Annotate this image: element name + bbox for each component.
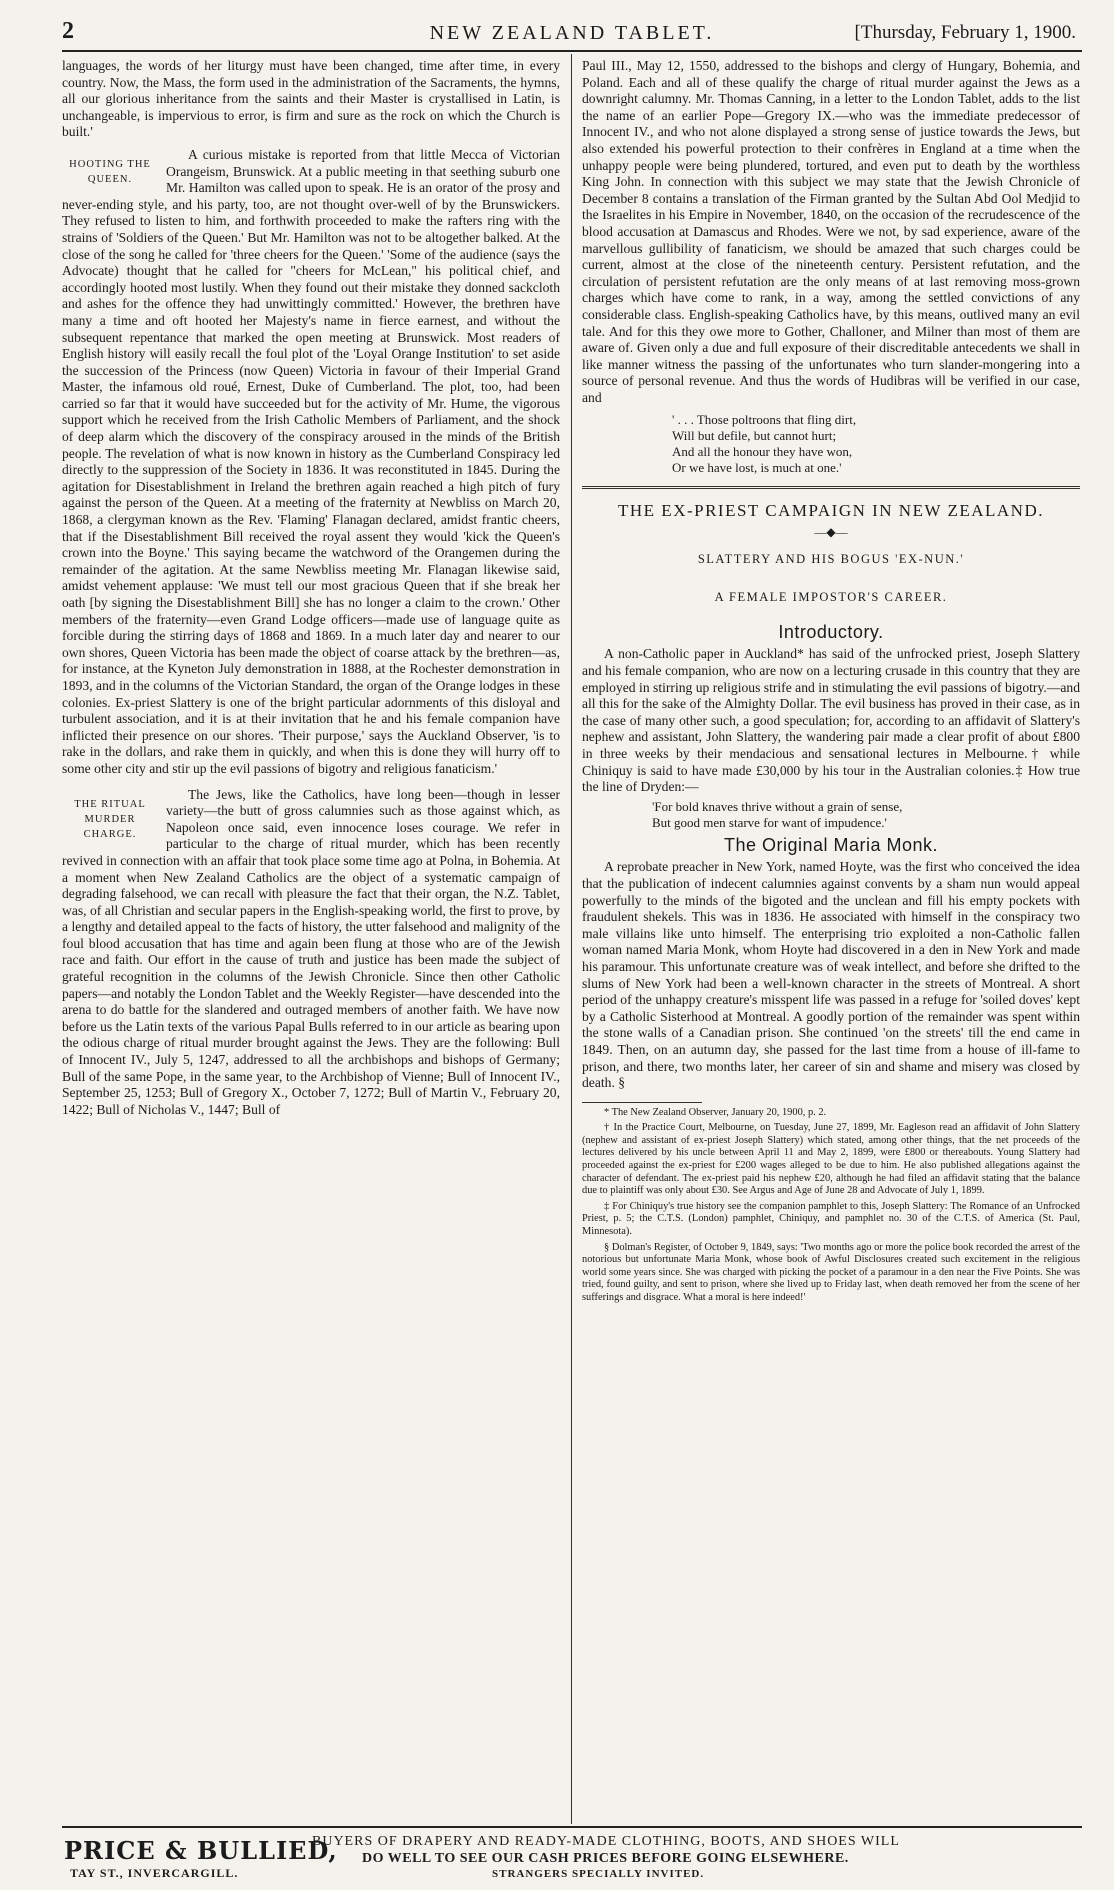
- diamond-ornament: —◆—: [814, 525, 848, 540]
- ad-tagline: STRANGERS SPECIALLY INVITED.: [492, 1868, 705, 1880]
- heading-introductory: Introductory.: [778, 621, 884, 642]
- verse-line: 'For bold knaves thrive without a grain of sense,: [652, 798, 903, 814]
- side-heading-ritual-murder: THE RITUAL MURDER CHARGE.: [74, 798, 146, 840]
- advertisement-banner: [62, 1826, 1082, 1880]
- article-continuation: languages, the words of her liturgy must have been changed, time after time, in every country. Now, the Mass, the form used in the administration of the Sacraments, the hymns, all our glorious inheritance from the saints and their Master is crystallised in Latin, is unchangeable, is impervious to error, is firm and sure as the rock on which the Church is built.': [62, 58, 560, 140]
- dryden-verse: [652, 799, 1080, 831]
- verse-line: But good men starve for want of impudence.': [652, 814, 887, 830]
- footnote: ‡ For Chiniquy's true history see the companion pamphlet to this, Joseph Slattery: The Romance of an Unfrocked Priest, p. 5; the C.T.S. (London) pamphlet, Chiniquy, and pamphlet no. 30 of the C.T.S. of America (St. Paul, Minnesota).: [582, 1200, 1080, 1238]
- section-rule: [582, 486, 1080, 489]
- hooting-paragraph: A curious mistake is reported from that little Mecca of Victorian Orangeism, Brunswick. At a public meeting in that seething suburb one Mr. Hamilton was called upon to speak. He is an orator of the prosy and never-ending style, and his party, too, are not thought over-well of by the Brunswickers. They refused to listen to him, and forthwith proceeded to make the rafters ring with the strains of 'Soldiers of the Queen.' But Mr. Hamilton was not to be altogether balked. At the close of the song he called for 'three cheers for the Queen.' 'Some of the audience (says the Advocate) thought that he called for "cheers for McLean," his political chief, and accordingly hooted most lustily. When they found out their mistake they donned sackcloth and ashes for the offence they had unwittingly committed.' However, the brethren have many a time and oft hooted her Majesty's name in fierce earnest, and without the subsequent repentance that marked the open meeting at Brunswick. Most readers of English history will easily recall the foul plot of the 'Loyal Orange Institution' to set aside the succession of the Princess (now Queen) Victoria in favour of their Imperial Grand Master, the infamous old roué, Ernest, Duke of Cumberland. The plot, too, had been carried so far that it would have succeeded but for the activity of Mr. Hume, the vigorous support which he received from the Irish Catholic Members of Parliament, and the shock of deep alarm which the discovery of the conspiracy aroused in the minds of the British people. The revelation of what is now known in history as the Cumberland Conspiracy led directly to the suppression of the Society in 1836. It was reconstituted in 1845. During the agitation for Disestablishment in Ireland the brethren again reached a high pitch of fury against the person of the Queen. At a meeting of the fraternity at Newbliss on March 20, 1868, a clergyman known as the Rev. 'Flaming' Flanagan declared, amidst frantic cheers, that if the Disestablishment Bill received the royal assent they would 'kick the Queen's crown into the Boyne.' This saying became the watchword of the Orangemen during the remainder of the agitation. At the same Newbliss meeting Mr. Flanagan likewise said, amidst vehement applause: 'We must tell our most gracious Queen that if she break her oath [by signing the Disestablishment Bill] she has no longer a claim to the crown.' Other members of the fraternity—even Grand Lodge officers—made use of language quite as forcible during the stirring days of 1868 and 1869. In a much later day and nearer to our own shores, Queen Victoria has been made the object of coarse attack by the brethren—as, for instance, at the Kyneton July demonstration in 1888, at the Rochester demonstration in 1893, and in the columns of the Victorian Standard, the organ of the Orange lodges in these colonies. Ex-priest Slattery is one of the bright particular adornments of this disloyal and turbulent association, and it is at their invitation that he and his female companion have inflicted their presence on our shores. 'Their purpose,' says the Auckland Observer, 'is to rake in the dollars, and rake them in quickly, and when this is done they will hurry off to some other city and stir up the evil passions of bigotry and religious fanaticism.': [62, 146, 560, 776]
- introductory-paragraph: A non-Catholic paper in Auckland* has said of the unfrocked priest, Joseph Slattery and his female companion, who are now on a lecturing crusade in this country that they are employed in stirring up religious strife and in stimulating the evil passions of bigotry.—and all this for the sake of the Almighty Dollar. The evil business has proved in their case, as in the case of many other such, a good speculation; for, according to an affidavit of Slattery's nephew and assistant, John Slattery, the wandering pair made a clear profit of about £800 in three weeks by their mendacious and sensational lectures in Melbourne.† while Chiniquy is said to have made £30,000 by his tour in the Australian colonies.‡ How true the line of Dryden:—: [582, 646, 1080, 795]
- maria-monk-paragraph: A reprobate preacher in New York, named Hoyte, was the first who conceived the idea that the publication of indecent calumnies against convents by a sham nun would appeal powerfully to the minds of the bigoted and the unclean and fill his empty pockets with fraudulent shekels. This was in 1836. He associated with himself in the conspiracy two male villains like unto himself. The enterprising trio exploited a non-Catholic fallen woman named Maria Monk, whom Hoyte had discovered in a den in New York and made his paramour. This unfortunate creature was of weak intellect, and before she drifted to the slums of New York had been a well-known character in the streets of Montreal. A short period of the unhappy creature's misspent life was passed in a refuge for 'soiled doves' kept by a Catholic Sisterhood at Montreal. A goodly portion of the remainder was spent within the stone walls of a Canadian prison. She continued 'on the streets' till the end came in 1849. Then, on an autumn day, she passed for the last time from a house of ill-fame to prison, and there, two months later, her career of sin and shame and misery was closed by death. §: [582, 859, 1080, 1091]
- section-ritual-murder: [62, 787, 560, 1122]
- heading-maria-monk: The Original Maria Monk.: [723, 834, 939, 855]
- column-divider: [571, 54, 572, 1824]
- page-header: [62, 18, 1082, 52]
- ritual-murder-continuation: Paul III., May 12, 1550, addressed to the bishops and clergy of Hungary, Bohemia, and Poland. Each and all of these qualify the charge of ritual murder against the Jews as a downright calumny. Mr. Thomas Canning, in a letter to the London Tablet, adds to the list the name of an earlier Pope—Gregory IX.—who was the immediate predecessor of Innocent IV., and who not alone displayed a strong sense of justice towards the Jews, but also extended his powerful protection to their confrères in England at a time when the unhappy people were being plundered, tortured, and even put to death by the worthless King John. In connection with this subject we may state that the Jewish Chronicle of December 8 contains a translation of the Firman granted by the Sultan Abd Ool Medjid to the Israelites in his Empire in November, 1840, on the occasion of the recrudescence of the blood accusation at Damascus and Rhodes. Were we not, by sad experience, aware of the marvellous gullibility of fanaticism, we should be amazed that such charges could be current, almost at the close of the nineteenth century. Persistent refutation, and the circulation of persistent refutation are the only means of at last removing moss-grown charges which have come to rank, in a way, among the settled convictions of any considerable class. English-speaking Catholics have, by this means, outlived many an evil tale. And for this they owe more to Gother, Challoner, and Milner than most of them are aware of. Given only a due and full exposure of their discreditable antecedents we shall in like manner witness the passing of the unfortunates who turn slander-mongering into a source of personal revenue. And thus the words of Hudibras will be verified in our case, and: [582, 58, 1080, 405]
- subheadline-slattery: SLATTERY AND HIS BOGUS 'EX-NUN.': [697, 551, 965, 566]
- ad-text-line: BUYERS OF DRAPERY AND READY-MADE CLOTHING, BOOTS, AND SHOES WILL: [312, 1834, 900, 1849]
- masthead-title: NEW ZEALAND TABLET.: [429, 22, 715, 44]
- right-column: [582, 58, 1080, 1308]
- advertiser-name: PRICE & BULLIED,: [64, 1836, 338, 1865]
- footnote: * The New Zealand Observer, January 20, 1900, p. 2.: [604, 1106, 827, 1118]
- footnote: § Dolman's Register, of October 9, 1849, says: 'Two months ago or more the police book recorded the arrest of the notorious but unfortunate Maria Monk, whose book of Awful Disclosures created such excitement in the religious world some years since. She was charged with picking the pocket of a paramour in a den near the Five Points. She was tried, found guilty, and sent to prison, where she lived up to Friday last, when death removed her from the scene of her sufferings and disgrace. What a moral is here indeed!': [582, 1241, 1080, 1303]
- ritual-murder-paragraph: The Jews, like the Catholics, have long been—though in lesser variety—the butt of gross calumnies such as those against which, as Napoleon once said, even innocence loses courage. We refer in particular to the charge of ritual murder, which has been recently revived in connection with an affair that took place some time ago at Polna, in Bohemia. At a moment when New Zealand Catholics are the object of a systematic campaign of degrading falsehood, we can recall with pleasure the fact that their organ, the N.Z. Tablet, was, of all Christian and secular papers in the English-speaking world, the first to prove, by a lengthy and detailed appeal to the facts of history, the utter falsehood and malignity of the foul blood accusation that has time and again been flung at those who are of the Jewish race and faith. Our effort in the cause of truth and justice has been made the subject of grateful recognition in the columns of the Jewish Chronicle. Since then other Catholic papers—and notably the London Tablet and the Weekly Register—have descended into the arena to do battle for the slandered and outraged members of another faith. We have now before us the Latin texts of the various Papal Bulls referred to in our article as bearing upon the odious charge of ritual murder brought against the Jews. They are the following: Bull of Innocent IV., July 5, 1247, addressed to all the archbishops and bishops of Germany; Bull of the same Pope, in the same year, to the Archbishop of Vienne; Bull of Innocent IV., September 25, 1253; Bull of Gregory X., October 7, 1272; Bull of Martin V., February 20, 1422; Bull of Nicholas V., 1447; Bull of: [62, 786, 560, 1117]
- issue-date: [Thursday, February 1, 1900.: [854, 22, 1076, 43]
- ad-text-line: DO WELL TO SEE OUR CASH PRICES BEFORE GOING ELSEWHERE.: [362, 1851, 849, 1866]
- hudibras-verse: [672, 412, 1080, 476]
- header-rule: [62, 50, 1082, 52]
- page-number: 2: [62, 18, 74, 44]
- verse-line: And all the honour they have won,: [672, 444, 853, 460]
- newspaper-page: [62, 18, 1082, 1878]
- verse-line: Will but defile, but cannot hurt;: [672, 428, 837, 444]
- footnote-rule: [582, 1102, 702, 1103]
- section-hooting-the-queen: [62, 147, 560, 781]
- campaign-headline: THE EX-PRIEST CAMPAIGN IN NEW ZEALAND.: [618, 501, 1044, 521]
- subheadline-impostor: A FEMALE IMPOSTOR'S CAREER.: [714, 590, 948, 605]
- verse-line: ' . . . Those poltroons that fling dirt,: [672, 412, 857, 428]
- side-heading-hooting: HOOTING THE QUEEN.: [69, 158, 151, 185]
- verse-line: Or we have lost, is much at one.': [672, 460, 842, 476]
- left-column: [62, 58, 560, 1121]
- advertiser-location: TAY ST., INVERCARGILL.: [70, 1866, 239, 1880]
- footnote: † In the Practice Court, Melbourne, on Tuesday, June 27, 1899, Mr. Eagleson read an affidavit of John Slattery (nephew and assistant of ex-priest Joseph Slattery) which stated, among other things, that the net proceeds of the lectures delivered by his uncle between April 11 and May 2, 1899, were £800 or thereabouts. Young Slattery had proceeded against the ex-priest for £200 wages alleged to be due to him. He also published allegations against the character of defendant. The ex-priest paid his nephew £20, although he had filed an affidavit stating that the balance due to plaintiff was only about £30. See Argus and Age of June 28 and Advocate of July 1, 1899.: [582, 1122, 1080, 1197]
